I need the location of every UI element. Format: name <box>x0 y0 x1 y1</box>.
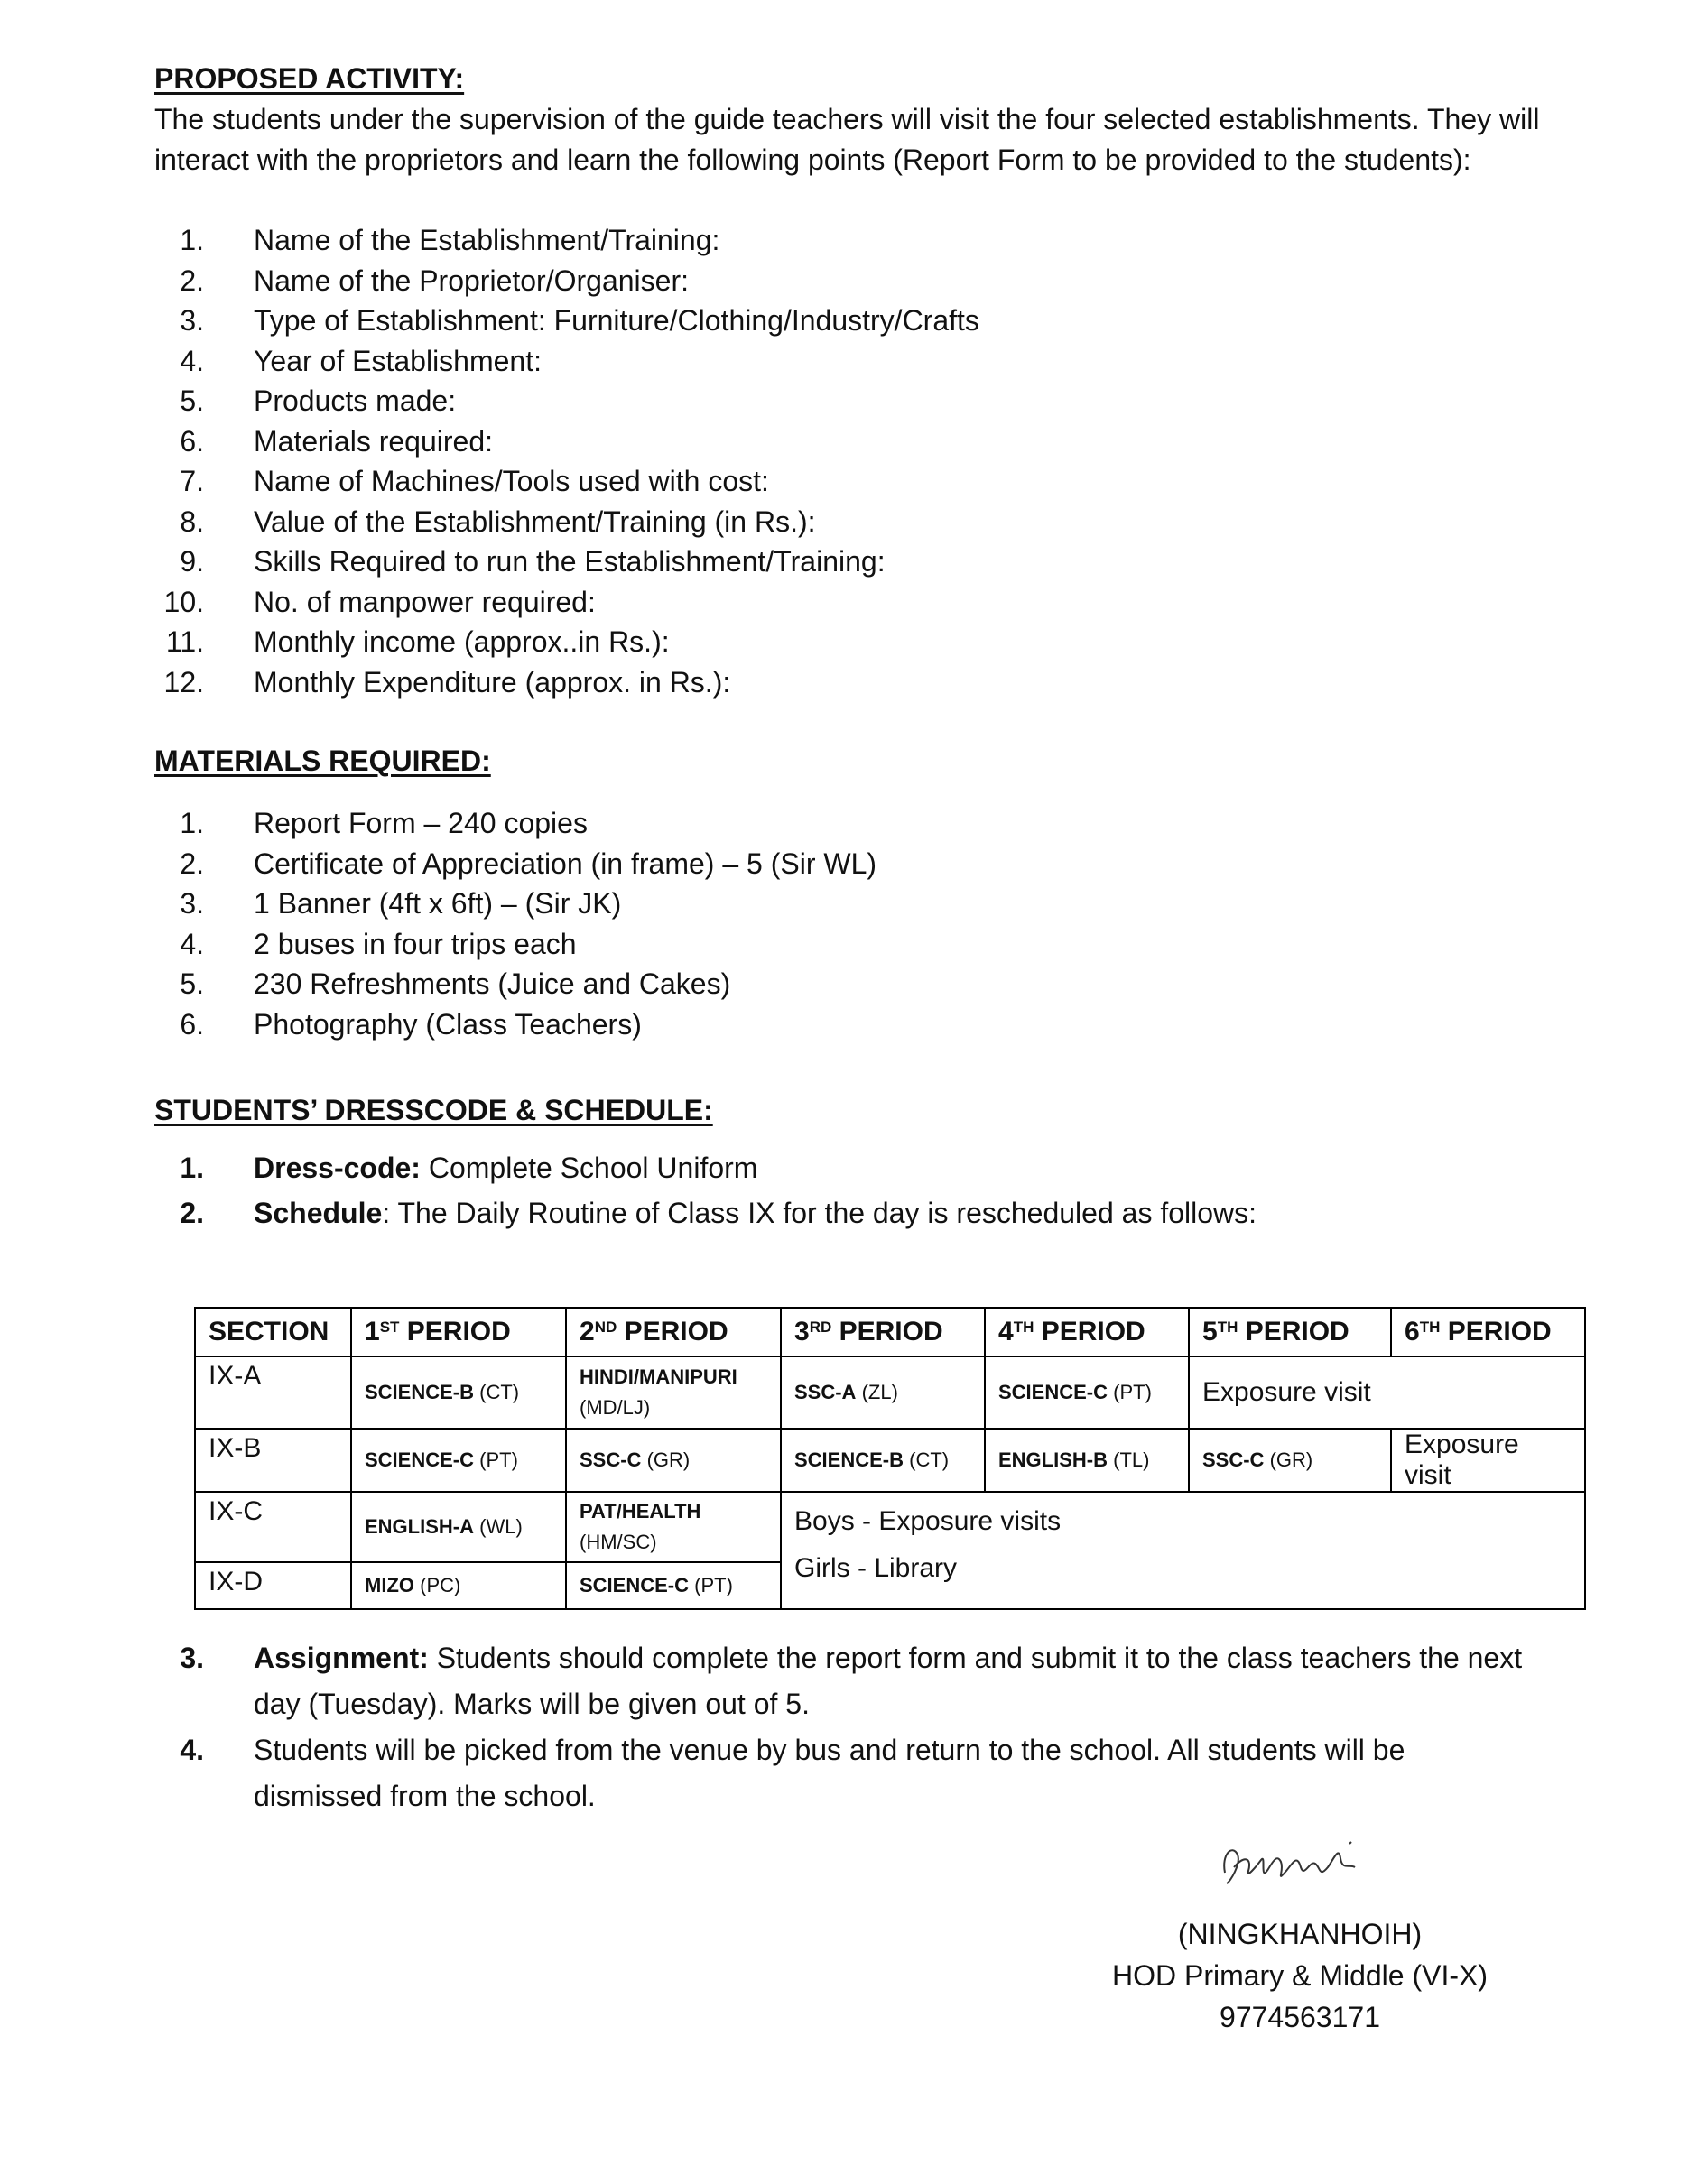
assignment-list <box>154 1635 1590 1819</box>
section-cell: IX-C <box>195 1492 351 1562</box>
list-item: 3. Type of Establishment: Furniture/Clothing/Industry/Crafts <box>180 304 979 337</box>
list-item: 4. Year of Establishment: <box>180 344 542 377</box>
section-cell: IX-A <box>195 1356 351 1429</box>
header-period-3: 3RD PERIOD <box>781 1308 985 1356</box>
list-item: 10. No. of manpower required: <box>163 585 596 618</box>
list-item: 3. Assignment: Students should complete the report form and submit it to the class teachers the next day (Tuesday). Marks will be given out of 5. <box>180 1642 1523 1720</box>
dresscode-list <box>154 1145 1590 1235</box>
period-cell: SCIENCE-B (CT) <box>351 1356 566 1429</box>
list-item: 4. 2 buses in four trips each <box>180 927 577 960</box>
list-item: 1. Name of the Establishment/Training: <box>180 224 720 256</box>
proposed-activity-intro: The students under the supervision of the guide teachers will visit the four selected establishments. They will interact with the proprietors and learn the following points (Report Form to be provided to the students): <box>154 103 1540 176</box>
list-item: 5. 230 Refreshments (Juice and Cakes) <box>180 967 731 1000</box>
proposed-activity-list <box>154 220 1590 702</box>
table-row <box>195 1429 1585 1492</box>
header-section: SECTION <box>195 1308 351 1356</box>
schedule-table <box>194 1307 1586 1610</box>
header-period-5: 5TH PERIOD <box>1189 1308 1391 1356</box>
period-cell: HINDI/MANIPURI (MD/LJ) <box>566 1356 781 1429</box>
period-cell: ENGLISH-B (TL) <box>985 1429 1189 1492</box>
period-cell: MIZO (PC) <box>351 1562 566 1609</box>
merged-exposure-cell <box>781 1492 1585 1609</box>
list-item: 4. Students will be picked from the venue by bus and return to the school. All students will be dismissed from the school. <box>180 1734 1405 1812</box>
period-cell: SCIENCE-C (PT) <box>351 1429 566 1492</box>
header-period-4: 4TH PERIOD <box>985 1308 1189 1356</box>
list-item: 8. Value of the Establishment/Training (in Rs.): <box>180 504 816 538</box>
girls-note: Girls - Library <box>794 1553 958 1583</box>
list-item: 2. Certificate of Appreciation (in frame) – 5 (Sir WL) <box>180 847 877 880</box>
period-cell: SSC-C (GR) <box>1189 1429 1391 1492</box>
list-item: 7. Name of Machines/Tools used with cost: <box>180 465 769 497</box>
list-item: 2. Name of the Proprietor/Organiser: <box>180 264 689 297</box>
table-row <box>195 1492 1585 1562</box>
period-cell: Exposure visit <box>1391 1429 1585 1492</box>
period-cell: SSC-A (ZL) <box>781 1356 985 1429</box>
list-item: 5. Products made: <box>180 384 457 417</box>
boys-note: Boys - Exposure visits <box>794 1506 1062 1536</box>
materials-required-heading: MATERIALS REQUIRED: <box>154 745 491 777</box>
list-item: 6. Materials required: <box>180 424 493 458</box>
list-item: 9. Skills Required to run the Establishment/Training: <box>180 545 886 578</box>
signature-image <box>1214 1828 1395 1900</box>
header-period-2: 2ND PERIOD <box>566 1308 781 1356</box>
period-cell: SCIENCE-C (PT) <box>566 1562 781 1609</box>
period-cell: SCIENCE-C (PT) <box>985 1356 1189 1429</box>
section-cell: IX-B <box>195 1429 351 1492</box>
signatory-name: (NINGKHANHOIH) <box>1177 1918 1423 1950</box>
period-cell: Exposure visit <box>1189 1356 1585 1429</box>
period-cell: SSC-C (GR) <box>566 1429 781 1492</box>
signatory-title: HOD Primary & Middle (VI-X) <box>1111 1959 1489 1992</box>
dresscode-schedule-heading: STUDENTS’ DRESSCODE & SCHEDULE: <box>154 1094 713 1126</box>
bottom-notes <box>154 1635 1590 1819</box>
table-row <box>195 1356 1585 1429</box>
table-header-row <box>195 1308 1585 1356</box>
signatory-phone: 9774563171 <box>1220 2001 1380 2033</box>
period-cell: PAT/HEALTH (HM/SC) <box>566 1492 781 1562</box>
list-item: 3. 1 Banner (4ft x 6ft) – (Sir JK) <box>180 887 622 920</box>
section-cell: IX-D <box>195 1562 351 1609</box>
list-item: 2. Schedule: The Daily Routine of Class IX for the day is rescheduled as follows: <box>180 1197 1257 1229</box>
signature-block <box>1065 1913 1535 2038</box>
list-item: 1. Dress-code: Complete School Uniform <box>180 1152 758 1184</box>
period-cell: ENGLISH-A (WL) <box>351 1492 566 1562</box>
document-page <box>154 60 1590 1235</box>
list-item: 1. Report Form – 240 copies <box>180 807 588 839</box>
header-period-6: 6TH PERIOD <box>1391 1308 1585 1356</box>
period-cell: SCIENCE-B (CT) <box>781 1429 985 1492</box>
list-item: 11. Monthly income (approx..in Rs.): <box>165 625 670 658</box>
list-item: 12. Monthly Expenditure (approx. in Rs.): <box>163 665 731 699</box>
materials-required-list <box>154 803 1590 1044</box>
list-item: 6. Photography (Class Teachers) <box>180 1007 642 1041</box>
header-period-1: 1ST PERIOD <box>351 1308 566 1356</box>
proposed-activity-heading: PROPOSED ACTIVITY: <box>154 62 465 95</box>
